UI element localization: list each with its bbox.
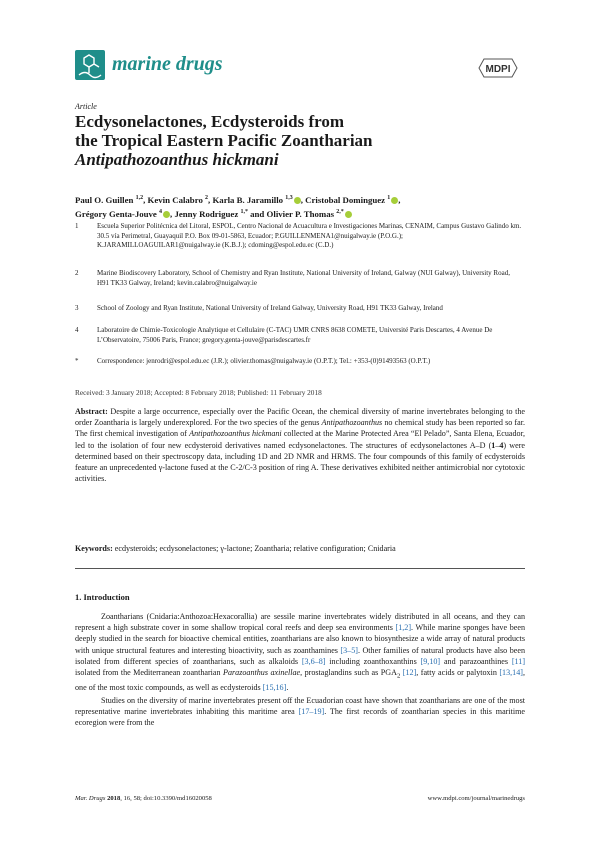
body-text: . The first records of zoantharian species in this maritime ecoregion were from the [75,707,525,728]
abstract-text: ) were determined based on their spectroscopy data, including 1D and 2D NMR and HRMS. The four compounds of this family of ecdysteroids feature an unprecedented γ-lactone fused at the C-2/C-3 position of ring A. These derivatives exhibited neither antimicrobial nor cytotoxic activities. [75,440,525,484]
compound-ref: 1 [491,440,496,450]
journal-name[interactable]: marine drugs [112,53,223,75]
abstract-text: collected at the Marine Protected Area “El Pelado”, Santa Elena, Ecuador, led to the isolation of four new ecdysteroid derivatives named ecdysonelactones. The structures of ecdysonelactones A–D ( [75,429,525,450]
article-title [75,112,525,169]
divider [75,568,525,569]
body-text: . While marine sponges have been deeply studied in the search for bioactive chemical entities, zoantharians are also known to biosynthesize a wide array of natural products with unique structural features and interesting bioactivity, such as zoanthamines [75,623,525,655]
affiliation-text: Escuela Superior Politécnica del Litoral, ESPOL, Centro Nacional de Acuacultura e Investigaciones Marinas, CENAIM, Campus Gustavo Galindo km. 30.5 vía Perimetral, Guayaquil P.O. Box 09-01-5863, Ecuador; P.GUILLENMENA1@nuigalway.ie (P.O.G.); K.JARAMILLOAGUILAR1@nuigalway.ie (K.B.J.); cdoming@espol.edu.ec (C.D.) [97,222,522,250]
body-text: . Other families of natural products have also been isolated from different species of zoantharians, such as alkaloids [75,645,525,666]
citation-link[interactable]: [15,16] [262,682,287,692]
affiliation-text: Marine Biodiscovery Laboratory, School of Chemistry and Ryan Institute, National University of Ireland, Galway (NUI Galway), University Road, H91 TK33 Galway, Ireland; kevin.calabro@nuigalway.ie [97,269,510,287]
paragraph [75,695,525,729]
compound-ref: 4 [499,440,504,450]
author-affiliation-sup: 2 [205,195,209,201]
keywords [75,544,525,553]
author-affiliation-sup: 1,* [240,208,248,215]
abstract-text: Antipathozoanthus [321,418,383,428]
body-text: and parazoanthines [440,656,512,666]
affiliation-number: 4 [75,326,79,334]
author-name[interactable]: Karla B. Jaramillo [212,194,286,205]
subscript: 2 [396,672,401,680]
molecule-icon [75,50,105,80]
footer-doi: , 16, 58; doi:10.3390/md16020058 [120,795,212,802]
intro-body [75,611,525,729]
author-name[interactable]: Kevin Calabro [147,194,206,205]
author-list: Paul O. Guillen $^{1,2}$, Kevin Calabro $^2$, Karla B. Jaramillo $^{1,3}$ , Cristobal Dominguez $^1$ , Grégory Genta-Jouve $^4$ , Jenny Rodriguez $^{1,*}$ and Olivier P. Thomas $^{2,*}$ [75,194,401,219]
author-name[interactable]: Jenny Rodriguez [174,208,241,219]
affiliation-number: * [75,357,79,365]
article-type: Article [75,102,97,111]
body-text: Studies on the diversity of marine invertebrates present off the Ecuadorian coast have shown that zoantharians are one of the most representative marine invertebrates inhabiting this maritime area [75,696,525,717]
orcid-icon[interactable] [163,211,170,218]
author-affiliation-sup: 4 [159,208,163,215]
author-connector: and [250,208,267,219]
citation-link[interactable]: [3–5] [340,645,358,655]
citation-link[interactable]: [17–19] [298,707,325,717]
affiliation-text: School of Zoology and Ryan Institute, National University of Ireland Galway, University Road, H91 TK33 Galway, Ireland [97,304,443,312]
orcid-icon[interactable] [294,197,301,204]
body-text: isolated from the Mediterranean zoantharian [75,668,224,678]
journal-logo [75,50,105,80]
body-text: , fatty acids or palytoxin [416,668,500,678]
affiliation-number: 3 [75,304,79,312]
author-name[interactable]: Grégory Genta-Jouve [75,208,160,219]
affiliation-text: Laboratoire de Chimie-Toxicologie Analytique et Cellulaire (C-TAC) UMR CNRS 8638 COMETE, Université Paris Descartes, 4 Avenue De L’Observatoire, 75006 Paris, France; gregory.genta-jouve@parisdescartes.fr [97,326,493,344]
body-text: including zoanthoxanthins [325,656,421,666]
body-text: . [286,682,289,692]
author-affiliation-sup: 2,* [336,208,344,215]
affiliation-number: 1 [75,222,79,230]
affiliation-number: 2 [75,269,79,277]
footer-url[interactable]: www.mdpi.com/journal/marinedrugs [427,795,525,802]
citation-link[interactable]: [1,2] [395,623,412,633]
footer-year: 2018 [107,795,121,802]
citation-link[interactable]: [12] [402,668,417,678]
author-affiliation-sup: 1,2 [135,195,144,201]
species-name: Parazoanthus axinellae [223,668,301,678]
publisher-logo[interactable] [478,58,518,78]
svg-text:MDPI: MDPI [485,64,511,75]
publication-dates: Received: 3 January 2018; Accepted: 8 February 2018; Published: 11 February 2018 [75,388,322,397]
affiliation-text: Correspondence: jenrodri@espol.edu.ec (J.R.); olivier.thomas@nuigalway.ie (O.P.T.); Tel.: +353-(0)91493563 (O.P.T.) [97,357,431,365]
paragraph [75,611,525,693]
footer-citation [75,795,212,802]
title-line: Ecdysonelactones, Ecdysteroids from [75,112,345,131]
abstract-text: Antipathozoanthus hickmani [189,429,282,439]
abstract [75,406,525,484]
title-line: the Tropical Eastern Pacific Zoantharian [75,131,373,150]
abstract-text: – [495,440,500,450]
abstract-text: no chemical study has been reported so far. The first chemical investigation of [75,418,525,439]
body-text: , prostaglandins such as PGA [300,668,397,678]
author-name[interactable]: Cristobal Dominguez [305,194,388,205]
author-name[interactable]: Olivier P. Thomas [266,208,337,219]
author-name[interactable]: Paul O. Guillen [75,194,136,205]
mdpi-logo-icon [478,58,518,78]
section-heading: 1. Introduction [75,592,130,602]
body-text: , one of the most toxic compounds, as well as ecdysteroids [75,668,525,692]
keywords-label: Keywords: [75,544,113,553]
abstract-text: Despite a large occurrence, especially over the Pacific Ocean, the chemical diversity of marine invertebrates belonging to the order Zoantharia is largely underexplored. For the two species of the genus [75,407,525,428]
author-affiliation-sup: 1,3 [285,195,293,201]
footer-journal: Mar. Drugs [75,795,106,802]
body-text: Zoantharians (Cnidaria:Anthozoa:Hexacorallia) are sessile marine invertebrates widely distributed in all oceans, and they can represent a high substrate cover in some shallow tropical coral reefs and deep sea environments [75,612,525,633]
citation-link[interactable]: [9,10] [420,656,441,666]
author-affiliation-sup: 1 [387,195,391,201]
citation-link[interactable]: [13,14] [499,668,523,678]
keywords-text: ecdysteroids; ecdysonelactones; γ-lactone; Zoantharia; relative configuration; Cnidaria [112,544,396,553]
citation-link[interactable]: [11] [511,656,526,666]
title-line: Antipathozoanthus hickmani [75,150,279,169]
orcid-icon[interactable] [391,197,398,204]
orcid-icon[interactable] [345,211,352,218]
abstract-label: Abstract: [75,407,108,416]
citation-link[interactable]: [3,6–8] [301,656,326,666]
